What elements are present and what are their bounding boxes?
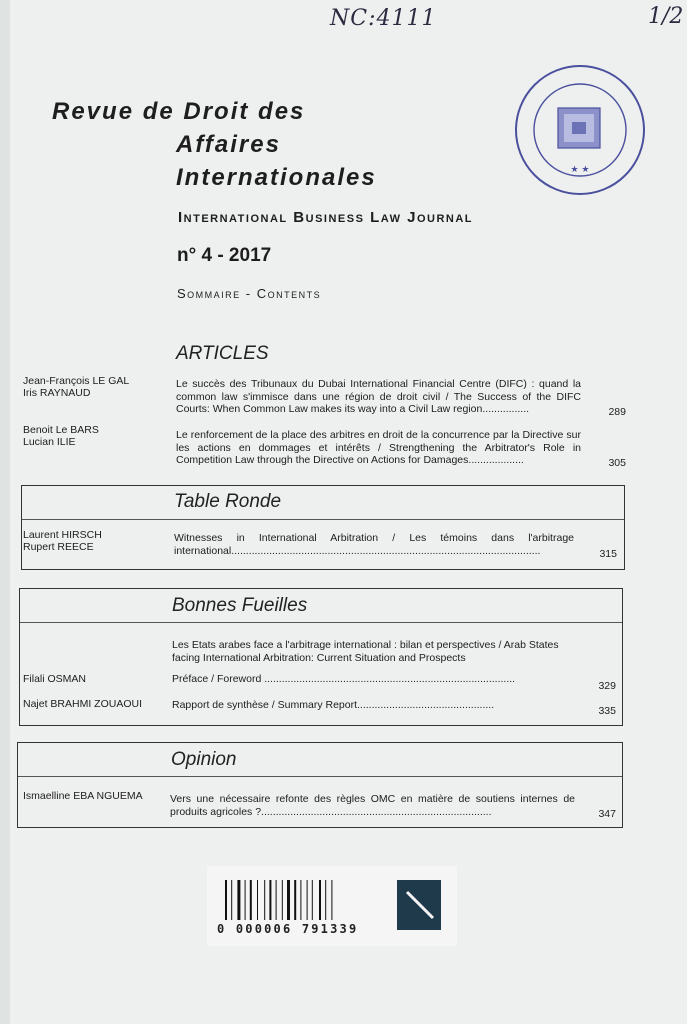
- author-name: Rupert REECE: [23, 541, 94, 553]
- author-name: Laurent HIRSCH: [23, 529, 102, 541]
- section-divider: [22, 519, 624, 520]
- barcode-bar: [294, 880, 296, 920]
- bleed-through-text: [370, 92, 374, 110]
- barcode-bar: [237, 880, 240, 920]
- barcode-bar: [264, 880, 265, 920]
- author-name: Jean-François LE GAL: [23, 375, 130, 387]
- barcode-bar: [282, 880, 283, 920]
- author-name: Benoit Le BARS: [23, 424, 99, 436]
- contents-label: Sommaire - Contents: [177, 286, 322, 301]
- library-stamp: [512, 62, 648, 198]
- barcode-bar: [307, 880, 308, 920]
- article-entry-text: Rapport de synthèse / Summary Report...............................................: [172, 699, 495, 711]
- barcode-bar: [225, 880, 227, 920]
- page-number: 335: [598, 705, 616, 717]
- author-block: [23, 424, 99, 448]
- barcode-bar: [287, 880, 290, 920]
- article-entry-text: Le renforcement de la place des arbitres en droit de la concurrence par la Directive sur les actions en dommages et intérêts / Strengthening the Arbitrator's Role in Competition Law through the Directive on Actions for Damages...................: [176, 429, 581, 466]
- barcode-bar: [300, 880, 301, 920]
- page-edge-shadow: [0, 0, 10, 1024]
- article-entry-text: Vers une nécessaire refonte des règles OMC en matière de soutiens internes de produits agricoles ?...............................................................................: [170, 793, 575, 818]
- section-heading-table-ronde: Table Ronde: [174, 491, 282, 512]
- barcode-bar: [331, 880, 332, 920]
- section-intro-text: Les Etats arabes face a l'arbitrage international : bilan et perspectives / Arab States facing International Arbitration: Current Situation and Prospects: [172, 639, 559, 664]
- barcode-bar: [257, 880, 258, 920]
- svg-text:★ ★: ★ ★: [570, 165, 590, 175]
- section-box-table-ronde: [21, 485, 625, 570]
- section-divider: [20, 622, 622, 623]
- handwritten-call-number: NC:4111: [330, 6, 437, 31]
- author-name: Lucian ILIE: [23, 436, 76, 448]
- article-entry-text: Le succès des Tribunaux du Dubai International Financial Centre (DIFC) : quand la common law s'immisce dans une région de droit civil / The Success of the DIFC Courts: When Common Law makes its way into a Civil Law region................: [176, 378, 581, 415]
- barcode-bar: [269, 880, 271, 920]
- barcode-label: [207, 866, 457, 946]
- issue-number: n° 4 - 2017: [177, 245, 272, 266]
- barcode-bar: [231, 880, 232, 920]
- journal-title-line-3: Internationales: [176, 164, 377, 191]
- barcode-bar: [312, 880, 313, 920]
- author-name: Najet BRAHMI ZOUAOUI: [23, 698, 143, 710]
- barcode-bar: [276, 880, 277, 920]
- journal-english-title: International Business Law Journal: [178, 209, 474, 226]
- article-entry-text: Witnesses in International Arbitration / Les témoins dans l'arbitrage international..........................................................................................................: [174, 532, 574, 557]
- page-number: 347: [598, 808, 616, 820]
- page-number: 329: [598, 680, 616, 692]
- page-number: 315: [599, 548, 617, 560]
- author-name: Ismaelline EBA NGUEMA: [23, 790, 143, 802]
- section-heading-bonnes-fueilles: Bonnes Fueilles: [172, 595, 308, 616]
- page-number: 305: [608, 457, 626, 469]
- author-name: Filali OSMAN: [23, 673, 87, 685]
- page-number: 289: [608, 406, 626, 418]
- barcode-digits: 0 000006 791339: [217, 922, 359, 936]
- section-heading-articles: ARTICLES: [176, 343, 269, 364]
- journal-title-line-2: Affaires: [176, 131, 281, 158]
- handwritten-corner-mark: 1/2: [648, 4, 684, 29]
- barcode-bar: [319, 880, 321, 920]
- journal-title-line-1: Revue de Droit des: [52, 98, 306, 125]
- barcode-bar: [325, 880, 326, 920]
- barcode-bar: [250, 880, 252, 920]
- article-entry-text: Préface / Foreword ......................................................................................: [172, 673, 516, 685]
- author-name: Iris RAYNAUD: [23, 387, 91, 399]
- author-block: [23, 375, 129, 399]
- author-block: [23, 529, 102, 553]
- barcode-bar: [245, 880, 246, 920]
- section-heading-opinion: Opinion: [171, 749, 237, 770]
- section-divider: [18, 776, 622, 777]
